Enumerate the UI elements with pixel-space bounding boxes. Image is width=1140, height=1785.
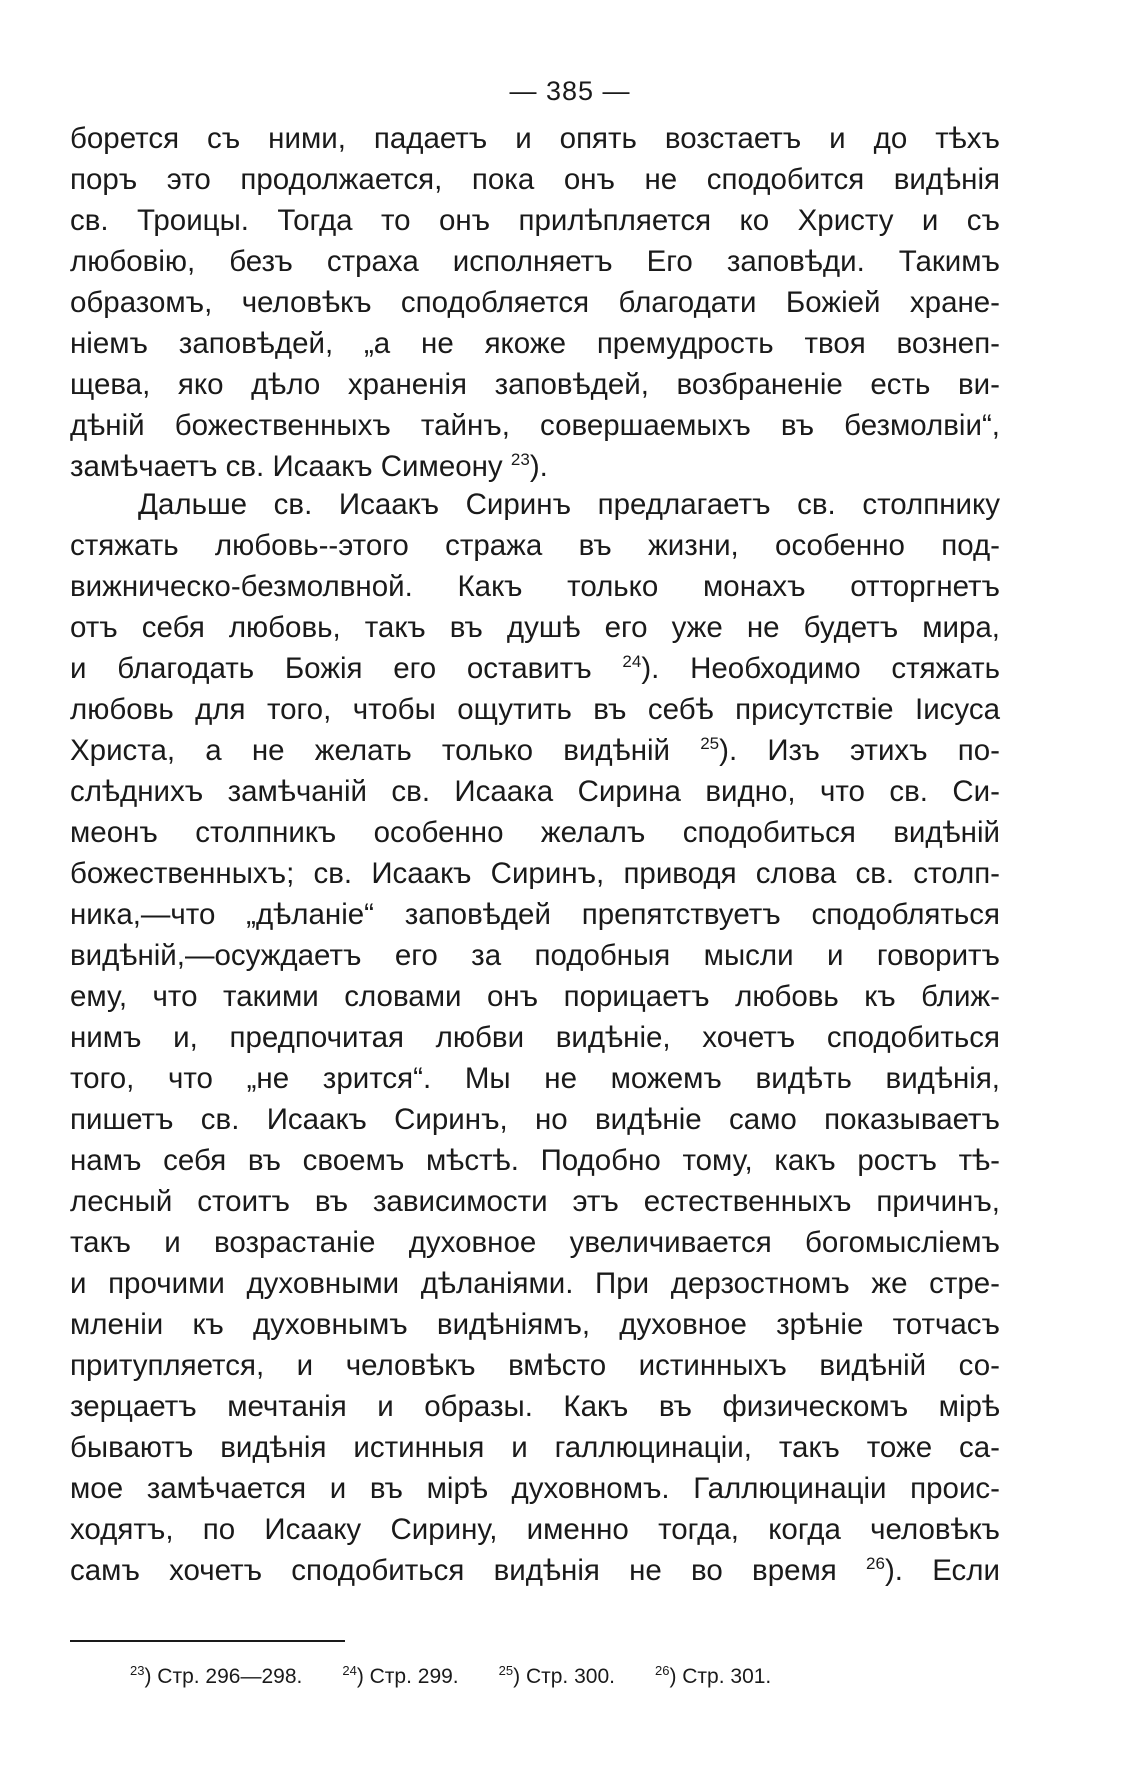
text-line: нимъ и, предпочитая любви видѣніе, хочетъ сподобиться <box>70 1021 1000 1054</box>
text-line <box>70 1550 1000 1591</box>
text-line <box>70 648 1000 689</box>
line-text: ). <box>529 450 548 483</box>
text-line: щева, яко дѣло храненія заповѣдей, возбраненіе есть ви- <box>70 368 1000 401</box>
text-line: зерцаетъ мечтанія и образы. Какъ въ физическомъ мірѣ <box>70 1390 1000 1423</box>
text-line: поръ это продолжается, пока онъ не сподобится видѣнія <box>70 163 1000 196</box>
text-line: бываютъ видѣнія истинныя и галлюцинаціи, такъ тоже са- <box>70 1431 1000 1464</box>
line-text: ). Изъ этихъ по- <box>719 734 1000 767</box>
text-line: притупляется, и человѣкъ вмѣсто истинныхъ видѣній со- <box>70 1349 1000 1382</box>
text-line: того, что „не зрится“. Мы не можемъ видѣть видѣнія, <box>70 1062 1000 1095</box>
text-line: мое замѣчается и въ мірѣ духовномъ. Галлюцинаціи проис- <box>70 1472 1000 1505</box>
paragraph-2 <box>70 484 1000 1591</box>
text-line: ніемъ заповѣдей, „а не якоже премудрость твоя вознеп- <box>70 327 1000 360</box>
line-text: самъ хочетъ сподобиться видѣнія не во время <box>70 1554 837 1587</box>
text-line: божественныхъ; св. Исаакъ Сиринъ, приводя слова св. столп- <box>70 857 1000 890</box>
text-line: намъ себя въ своемъ мѣстѣ. Подобно тому, какъ ростъ тѣ- <box>70 1144 1000 1177</box>
footnote-ref: 24 <box>622 652 642 672</box>
text-line: видѣній,—осуждаетъ его за подобныя мысли и говоритъ <box>70 939 1000 972</box>
text-line <box>70 730 1000 771</box>
text-line: отъ себя любовь, такъ въ душѣ его уже не будетъ мира, <box>70 611 1000 644</box>
footnote-number: 26 <box>654 1663 670 1678</box>
text-line: Дальше св. Исаакъ Сиринъ предлагаетъ св. столпнику <box>138 488 1000 521</box>
text-line: такъ и возрастаніе духовное увеличивается богомысліемъ <box>70 1226 1000 1259</box>
footnote <box>655 1662 771 1692</box>
footnotes <box>130 1662 930 1692</box>
line-text: замѣчаетъ св. Исаакъ Симеону <box>70 450 503 483</box>
footnote-divider <box>70 1640 345 1642</box>
footnote <box>130 1662 302 1692</box>
footnote-number: 24 <box>342 1663 357 1678</box>
text-line: любовь для того, чтобы ощутить въ себѣ присутствіе Іисуса <box>70 693 1000 726</box>
text-line: дѣній божественныхъ тайнъ, совершаемыхъ въ безмолвіи“, <box>70 409 1000 442</box>
text-line: любовію, безъ страха исполняетъ Его заповѣди. Такимъ <box>70 245 1000 278</box>
text-line: слѣднихъ замѣчаній св. Исаака Сирина видно, что св. Си- <box>70 775 1000 808</box>
text-line: вижническо-безмолвной. Какъ только монахъ отторгнетъ <box>70 570 1000 603</box>
text-line: мленіи къ духовнымъ видѣніямъ, духовное зрѣніе тотчасъ <box>70 1308 1000 1341</box>
text-line: пишетъ св. Исаакъ Сиринъ, но видѣніе само показываетъ <box>70 1103 1000 1136</box>
footnote-text: ) Стр. 296—298. <box>144 1665 303 1688</box>
text-line: меонъ столпникъ особенно желалъ сподобиться видѣній <box>70 816 1000 849</box>
text-line: борется съ ними, падаетъ и опять возстаетъ и до тѣхъ <box>70 122 1000 155</box>
footnote-text: ) Стр. 300. <box>513 1665 615 1688</box>
text-line: св. Троицы. Тогда то онъ прилѣпляется ко Христу и съ <box>70 204 1000 237</box>
text-line <box>70 446 1000 487</box>
footnote-text: ) Стр. 299. <box>356 1665 459 1688</box>
text-line: образомъ, человѣкъ сподобляется благодати Божіей хране- <box>70 286 1000 319</box>
text-line: ника,—что „дѣланіе“ заповѣдей препятствуетъ сподобляться <box>70 898 1000 931</box>
footnote <box>499 1662 615 1692</box>
line-text: Христа, а не желать только видѣній <box>70 734 671 767</box>
line-text: и благодать Божія его оставитъ <box>70 652 592 685</box>
text-line: лесный стоитъ въ зависимости этъ естественныхъ причинъ, <box>70 1185 1000 1218</box>
footnote <box>342 1662 458 1692</box>
text-line: ему, что такими словами онъ порицаетъ любовь къ ближ- <box>70 980 1000 1013</box>
line-text: ). Необходимо стяжать <box>641 652 1000 685</box>
footnote-number: 23 <box>130 1663 145 1678</box>
footnote-number: 25 <box>498 1663 514 1678</box>
line-text: ). Если <box>884 1554 1000 1587</box>
footnote-text: ) Стр. 301. <box>669 1665 772 1688</box>
text-line: стяжать любовь--этого стража въ жизни, особенно под- <box>70 529 1000 562</box>
footnote-ref: 26 <box>866 1554 885 1574</box>
footnote-ref: 25 <box>700 734 720 754</box>
text-line: ходятъ, по Исааку Сирину, именно тогда, когда человѣкъ <box>70 1513 1000 1546</box>
footnote-ref: 23 <box>510 450 530 470</box>
page-number: — 385 — <box>509 76 631 106</box>
paragraph-1 <box>70 118 1000 487</box>
text-line: и прочими духовными дѣланіями. При дерзостномъ же стре- <box>70 1267 1000 1300</box>
